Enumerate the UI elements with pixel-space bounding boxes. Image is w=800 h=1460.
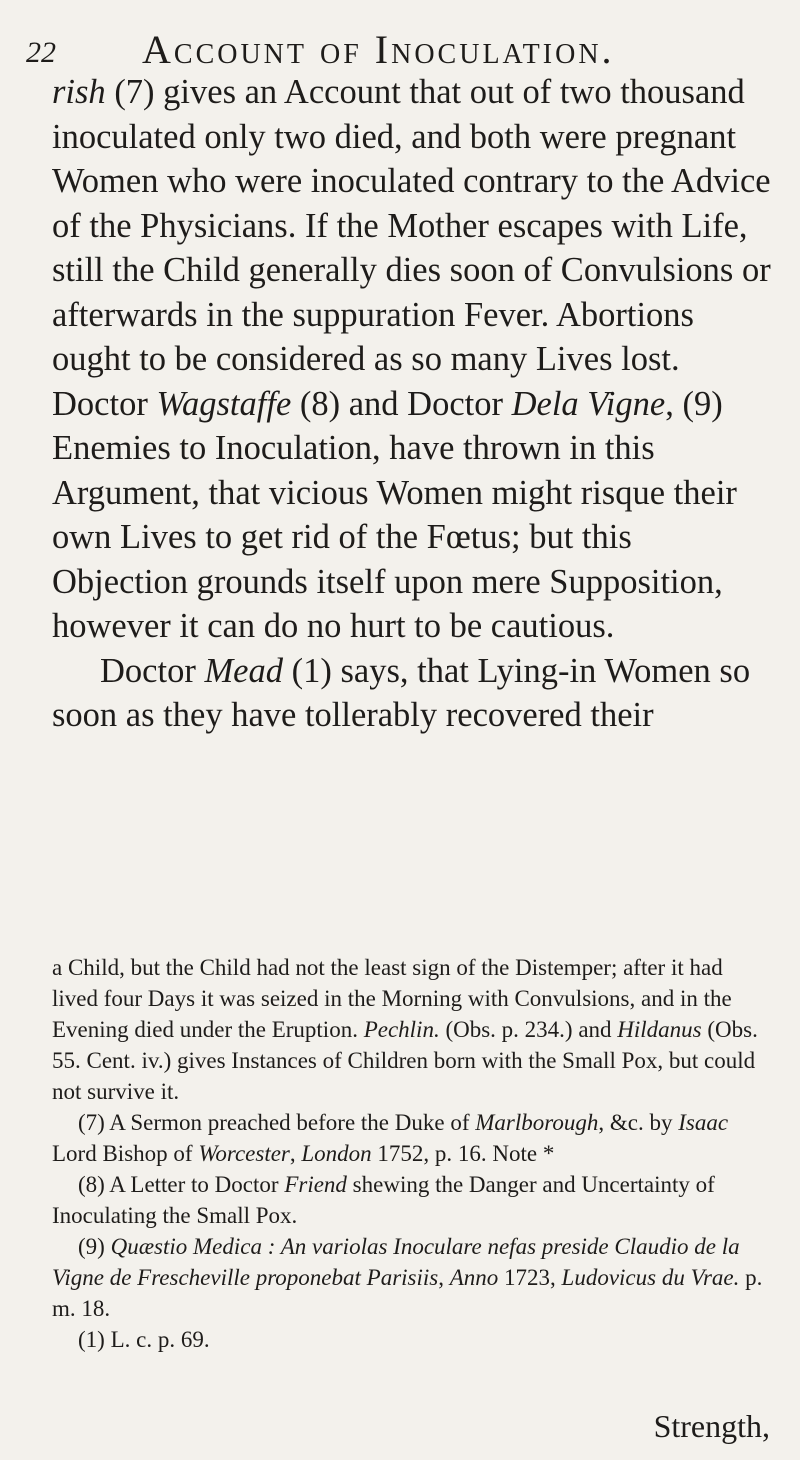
italic-run: Anno bbox=[449, 1265, 499, 1290]
catchword: Strength, bbox=[653, 1408, 770, 1444]
italic-run: Ludovicus du Vrae. bbox=[561, 1265, 740, 1290]
italic-run: Worcester bbox=[198, 1141, 290, 1166]
italic-run: Dela Vigne bbox=[511, 384, 666, 423]
italic-run: rish bbox=[52, 73, 106, 111]
text-run: , &c. by bbox=[598, 1110, 679, 1135]
italic-run: Hildanus bbox=[617, 1017, 702, 1042]
text-run: (8) A Letter to Doctor bbox=[78, 1172, 285, 1197]
running-title: Account of Inoculation. bbox=[142, 27, 615, 72]
footnote-continuation bbox=[52, 952, 774, 1107]
text-run: (7) A Sermon preached before the Duke of bbox=[78, 1110, 476, 1135]
footnotes bbox=[52, 952, 774, 1355]
text-run: Doctor bbox=[100, 651, 205, 690]
page-number: 22 bbox=[26, 36, 56, 69]
main-text bbox=[52, 70, 772, 738]
footnote-1 bbox=[52, 1324, 774, 1355]
italic-run: Pechlin. bbox=[363, 1017, 440, 1042]
text-run: (9) bbox=[78, 1234, 111, 1259]
italic-run: London bbox=[301, 1141, 372, 1166]
text-run: , bbox=[289, 1141, 302, 1166]
italic-run: Mead bbox=[204, 651, 283, 690]
text-run: (Obs. 55. Cent. iv.) gives Instances of Children born with the Small Pox, but could not survive it. bbox=[52, 1017, 758, 1104]
footnote-7 bbox=[52, 1107, 774, 1169]
text-run: (8) and Doctor bbox=[291, 384, 512, 423]
text-run: 1723, bbox=[498, 1265, 562, 1290]
text-run: 1752, p. 16. Note * bbox=[371, 1141, 555, 1166]
paragraph-2 bbox=[52, 649, 772, 738]
text-run: (7) gives an Account that out of two thousand inoculated only two died, and both were pregnant Women who were inoculated contrary to the Advice of the Physicians. If the Mother escapes with Life, still the Child generally dies soon of Convulsions or afterwards in the suppuration Fever. Abortions ought to be considered as so many Lives lost. Doctor bbox=[52, 73, 771, 423]
italic-run: Marlborough bbox=[475, 1110, 599, 1135]
footnote-9 bbox=[52, 1231, 774, 1324]
italic-run: Friend bbox=[284, 1172, 347, 1197]
text-run: (1) says, that Lying-in Women so soon as they have tollerably recovered their bbox=[52, 651, 751, 734]
text-run: shewing the Danger and Uncertainty of Inoculating the Small Pox. bbox=[52, 1172, 715, 1228]
text-run: p. m. 18. bbox=[52, 1265, 763, 1321]
italic-run: Quæstio Medica : An variolas Inoculare nefas preside Claudio de la Vigne de Frescheville proponebat Parisiis bbox=[52, 1234, 740, 1290]
page-header bbox=[26, 26, 766, 76]
italic-run: Isaac bbox=[678, 1110, 729, 1135]
footnote-8 bbox=[52, 1169, 774, 1231]
text-run: Lord Bishop of bbox=[52, 1141, 199, 1166]
text-run: (1) L. c. p. 69. bbox=[78, 1327, 210, 1352]
text-run: , bbox=[438, 1265, 450, 1290]
text-run: a Child, but the Child had not the least sign of the Distemper; after it had lived four Days it was seized in the Morning with Convulsions, and in the Evening died under the Eruption. bbox=[52, 955, 732, 1042]
paragraph-1 bbox=[52, 70, 772, 649]
text-run: (Obs. p. 234.) and bbox=[439, 1017, 618, 1042]
italic-run: Wagstaffe bbox=[156, 384, 292, 423]
text-run: , (9) Enemies to Inoculation, have thrown in this Argument, that vicious Women might risque their own Lives to get rid of the Fœtus; but this Objection grounds itself upon mere Supposition, however it can do no hurt to be cautious. bbox=[52, 384, 737, 645]
